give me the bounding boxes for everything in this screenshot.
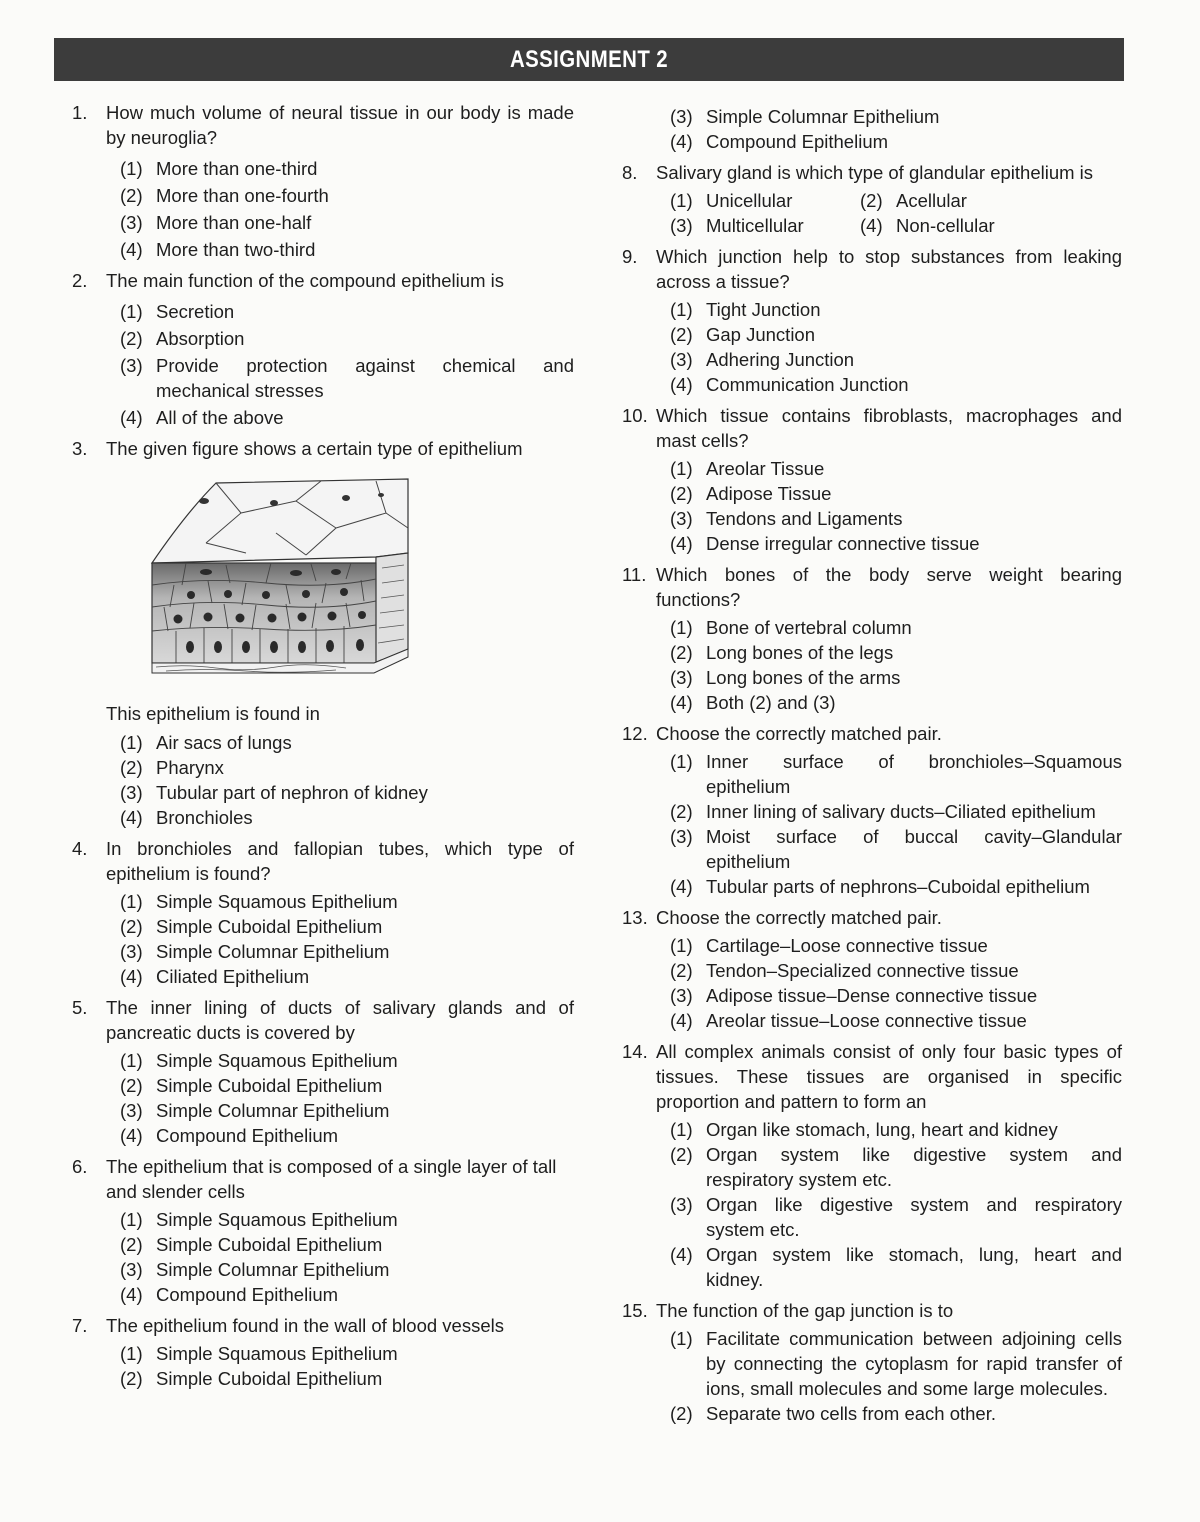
option: (2) Inner lining of salivary ducts–Ciliated epithelium (670, 801, 1096, 822)
question-5 (72, 995, 574, 1148)
option: (2) Long bones of the legs (670, 642, 894, 663)
question-number: 9. (622, 246, 638, 267)
right-column (622, 104, 1122, 1432)
question-11 (622, 562, 1122, 715)
option: (3) Simple Columnar Epithelium (120, 941, 390, 962)
option: (3) Adhering Junction (670, 349, 855, 370)
question-text: In bronchioles and fallopian tubes, which type of epithelium is found? (106, 838, 574, 884)
question-14 (622, 1039, 1122, 1292)
option: (3) Simple Columnar Epithelium (120, 1259, 390, 1280)
option: (4) Ciliated Epithelium (120, 966, 310, 987)
question-text: Which tissue contains fibroblasts, macrophages and mast cells? (656, 405, 1122, 451)
option: (4) Compound Epithelium (670, 131, 889, 152)
question-text: Which junction help to stop substances from leaking across a tissue? (656, 246, 1122, 292)
option: (1) Organ like stomach, lung, heart and kidney (670, 1119, 1058, 1140)
option: (2) Pharynx (120, 757, 224, 778)
option: (4) Compound Epithelium (120, 1284, 339, 1305)
option: (4) Tubular parts of nephrons–Cuboidal epithelium (670, 876, 1090, 897)
option: (4) Bronchioles (120, 807, 253, 828)
question-text: Choose the correctly matched pair. (656, 723, 942, 744)
option: (2) Organ system like digestive system and respiratory system etc. (670, 1144, 1122, 1190)
option: (4) Organ system like stomach, lung, heart and kidney. (670, 1244, 1122, 1290)
option: (1) Facilitate communication between adjoining cells by connecting the cytoplasm for rapid transfer of ions, small molecules and some large molecules. (670, 1328, 1122, 1399)
option: (2) Simple Cuboidal Epithelium (120, 916, 383, 937)
option: (1) Simple Squamous Epithelium (120, 1343, 398, 1364)
question-15 (622, 1298, 1122, 1426)
option: (1) Tight Junction (670, 299, 821, 320)
option: (4) More than two-third (120, 239, 316, 260)
question-number: 11. (622, 564, 647, 585)
option: (3) Moist surface of buccal cavity–Glandular epithelium (670, 826, 1122, 872)
question-4 (72, 836, 574, 989)
option: (4) Communication Junction (670, 374, 909, 395)
page-title: ASSIGNMENT 2 (509, 45, 669, 73)
option: (3) Multicellular (670, 215, 804, 236)
question-text: Choose the correctly matched pair. (656, 907, 942, 928)
question-number: 3. (72, 438, 88, 459)
option: (4) Areolar tissue–Loose connective tissue (670, 1010, 1027, 1031)
option: (2) Tendon–Specialized connective tissue (670, 960, 1019, 981)
question-2 (72, 268, 574, 430)
option: (2) Acellular (860, 190, 967, 211)
option: (3) More than one-half (120, 212, 312, 233)
question-number: 12. (622, 723, 648, 744)
option: (3) Simple Columnar Epithelium (670, 106, 940, 127)
stratified-epithelium-figure (146, 473, 446, 683)
question-text: Which bones of the body serve weight bearing functions? (656, 564, 1122, 610)
option: (2) Gap Junction (670, 324, 816, 345)
question-number: 4. (72, 838, 88, 859)
question-text: The main function of the compound epithelium is (106, 270, 504, 291)
question-7-continued (622, 104, 1122, 154)
question-text: All complex animals consist of only four basic types of tissues. These tissues are organised in specific proportion and pattern to form an (656, 1041, 1122, 1112)
option: (3) Tubular part of nephron of kidney (120, 782, 428, 803)
question-number: 8. (622, 162, 638, 183)
option: (1) Areolar Tissue (670, 458, 825, 479)
option: (1) Inner surface of bronchioles–Squamous epithelium (670, 751, 1122, 797)
option: (3) Provide protection against chemical and mechanical stresses (120, 355, 574, 401)
option: (4) Both (2) and (3) (670, 692, 836, 713)
option: (1) Bone of vertebral column (670, 617, 912, 638)
question-number: 10. (622, 405, 648, 426)
question-13 (622, 905, 1122, 1033)
option: (3) Organ like digestive system and respiratory system etc. (670, 1194, 1122, 1240)
question-text: The inner lining of ducts of salivary glands and of pancreatic ducts is covered by (106, 997, 574, 1043)
option: (2) Simple Cuboidal Epithelium (120, 1368, 383, 1389)
option: (2) Simple Cuboidal Epithelium (120, 1075, 383, 1096)
option: (3) Simple Columnar Epithelium (120, 1100, 390, 1121)
option: (1) Simple Squamous Epithelium (120, 1209, 398, 1230)
option: (1) Secretion (120, 301, 235, 322)
question-3 (72, 436, 574, 830)
question-number: 1. (72, 102, 88, 123)
question-number: 7. (72, 1315, 88, 1336)
question-text: How much volume of neural tissue in our body is made by neuroglia? (106, 102, 574, 148)
option: (1) Unicellular (670, 190, 793, 211)
option: (3) Adipose tissue–Dense connective tissue (670, 985, 1038, 1006)
option: (4) Compound Epithelium (120, 1125, 339, 1146)
question-text: Salivary gland is which type of glandular epithelium is (656, 162, 1094, 183)
option: (1) Air sacs of lungs (120, 732, 292, 753)
question-number: 14. (622, 1041, 648, 1062)
question-8 (622, 160, 1122, 238)
option: (2) More than one-fourth (120, 185, 329, 206)
question-text: The epithelium found in the wall of blood vessels (106, 1315, 504, 1336)
question-number: 13. (622, 907, 648, 928)
left-column (72, 100, 574, 1397)
option: (2) Separate two cells from each other. (670, 1403, 996, 1424)
question-12 (622, 721, 1122, 899)
question-number: 15. (622, 1300, 648, 1321)
question-1 (72, 100, 574, 262)
question-number: 5. (72, 997, 88, 1018)
question-text: The epithelium that is composed of a single layer of tall and slender cells (106, 1156, 557, 1202)
question-9 (622, 244, 1122, 397)
option: (1) Simple Squamous Epithelium (120, 1050, 398, 1071)
option: (3) Tendons and Ligaments (670, 508, 903, 529)
question-6 (72, 1154, 574, 1307)
option: (4) All of the above (120, 407, 284, 428)
question-10 (622, 403, 1122, 556)
option: (2) Simple Cuboidal Epithelium (120, 1234, 383, 1255)
option: (2) Absorption (120, 328, 245, 349)
option: (2) Adipose Tissue (670, 483, 832, 504)
question-text: The function of the gap junction is to (656, 1300, 954, 1321)
question-number: 6. (72, 1156, 88, 1177)
option: (1) More than one-third (120, 158, 318, 179)
question-followup: This epithelium is found in (106, 703, 320, 724)
option: (3) Long bones of the arms (670, 667, 901, 688)
option: (4) Dense irregular connective tissue (670, 533, 980, 554)
option: (1) Cartilage–Loose connective tissue (670, 935, 988, 956)
option: (4) Non-cellular (860, 215, 995, 236)
option: (1) Simple Squamous Epithelium (120, 891, 398, 912)
question-text: The given figure shows a certain type of epithelium (106, 438, 523, 459)
assignment-header-banner (54, 38, 1124, 81)
question-7 (72, 1313, 574, 1391)
question-number: 2. (72, 270, 88, 291)
